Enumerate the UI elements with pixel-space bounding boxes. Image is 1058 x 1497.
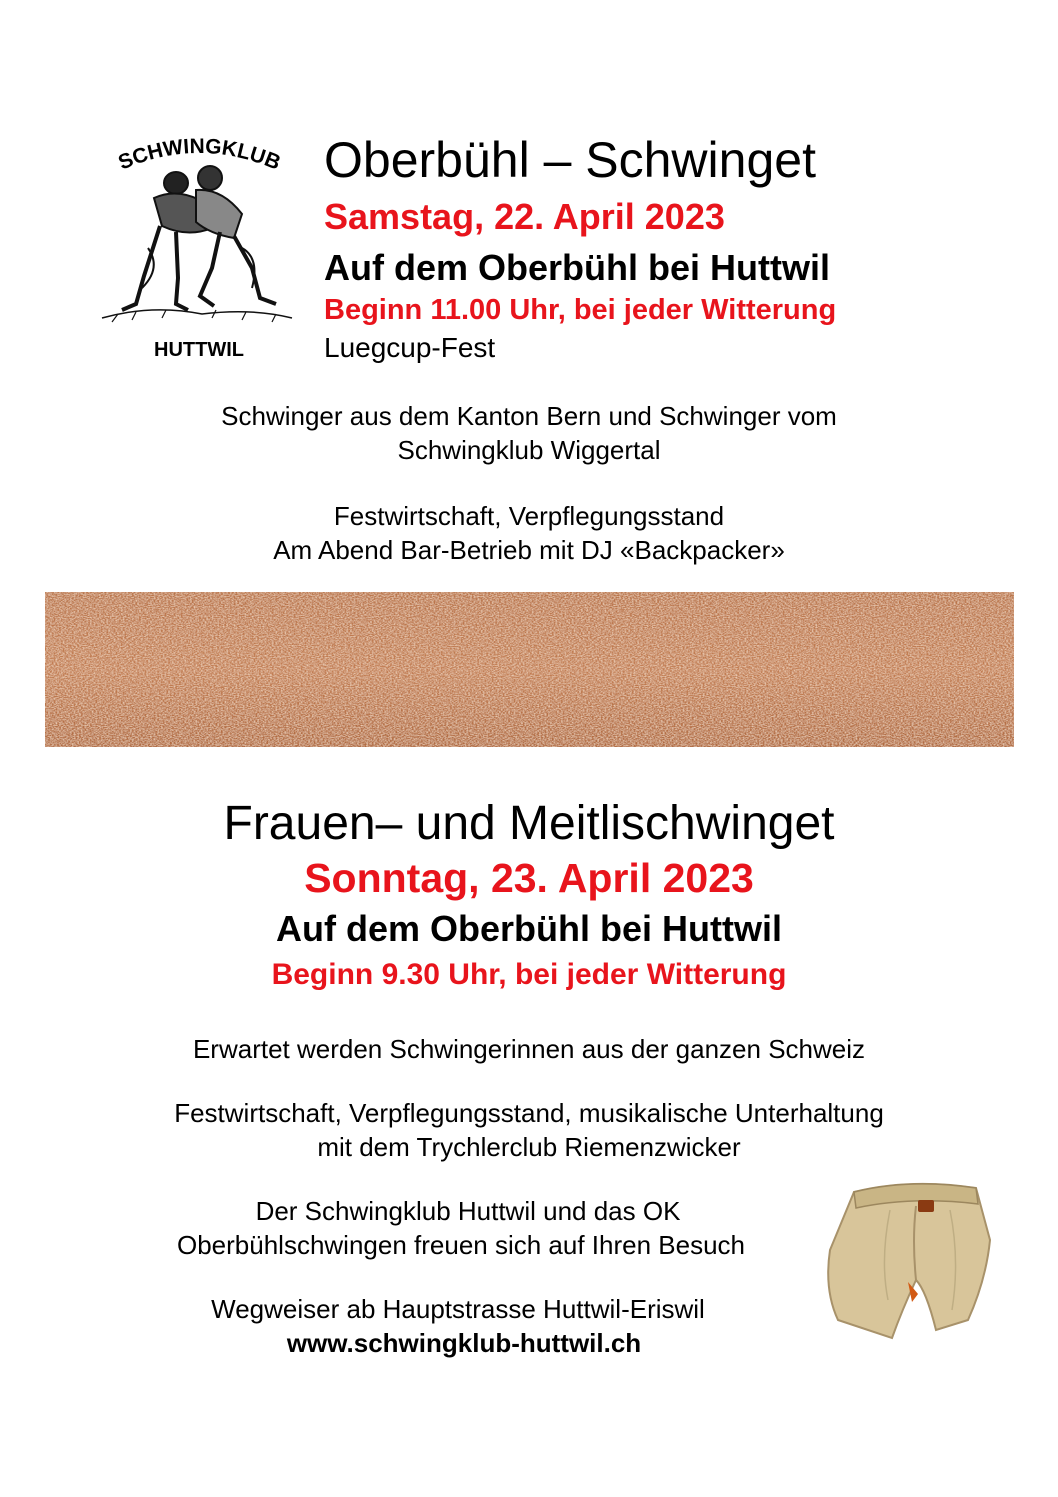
- event1-cup: Luegcup-Fest: [324, 332, 496, 363]
- event1-food-line1: Festwirtschaft, Verpflegungsstand: [333, 501, 725, 531]
- schwinghose-icon: [820, 1170, 998, 1356]
- event1-participants-line1: Schwinger aus dem Kanton Bern und Schwinger vom: [221, 401, 837, 431]
- logo-bottom-text: HUTTWIL: [154, 339, 244, 360]
- event2-begin: Beginn 9.30 Uhr, bei jeder Witterung: [271, 958, 787, 991]
- event2-title: Frauen– und Meitlischwinget: [223, 797, 835, 850]
- sawdust-banner: [45, 592, 1014, 747]
- event2-food-line1: Festwirtschaft, Verpflegungsstand, musikalische Unterhaltung: [174, 1098, 884, 1128]
- schwingklub-logo: [92, 128, 307, 360]
- event2-food-line2: mit dem Trychlerclub Riemenzwicker: [317, 1132, 741, 1162]
- wrestlers-icon: [102, 166, 292, 322]
- greeting-line1: Der Schwingklub Huttwil und das OK: [255, 1196, 681, 1226]
- website-link[interactable]: www.schwingklub-huttwil.ch: [286, 1328, 642, 1358]
- logo-top-text: SCHWINGKLUB: [115, 134, 284, 175]
- event1-title: Oberbühl – Schwinget: [324, 132, 816, 188]
- event2-participants: Erwartet werden Schwingerinnen aus der ganzen Schweiz: [192, 1034, 866, 1064]
- event2-date: Sonntag, 23. April 2023: [304, 855, 754, 901]
- event1-place: Auf dem Oberbühl bei Huttwil: [324, 247, 830, 288]
- event2-place: Auf dem Oberbühl bei Huttwil: [276, 908, 782, 949]
- greeting-line2: Oberbühlschwingen freuen sich auf Ihren Besuch: [176, 1230, 745, 1260]
- directions: Wegweiser ab Hauptstrasse Huttwil-Eriswil: [211, 1294, 705, 1324]
- event1-participants-line2: Schwingklub Wiggertal: [397, 435, 661, 465]
- event1-food-line2: Am Abend Bar-Betrieb mit DJ «Backpacker»: [273, 535, 785, 565]
- event1-date: Samstag, 22. April 2023: [324, 196, 725, 237]
- event1-begin: Beginn 11.00 Uhr, bei jeder Witterung: [324, 294, 837, 326]
